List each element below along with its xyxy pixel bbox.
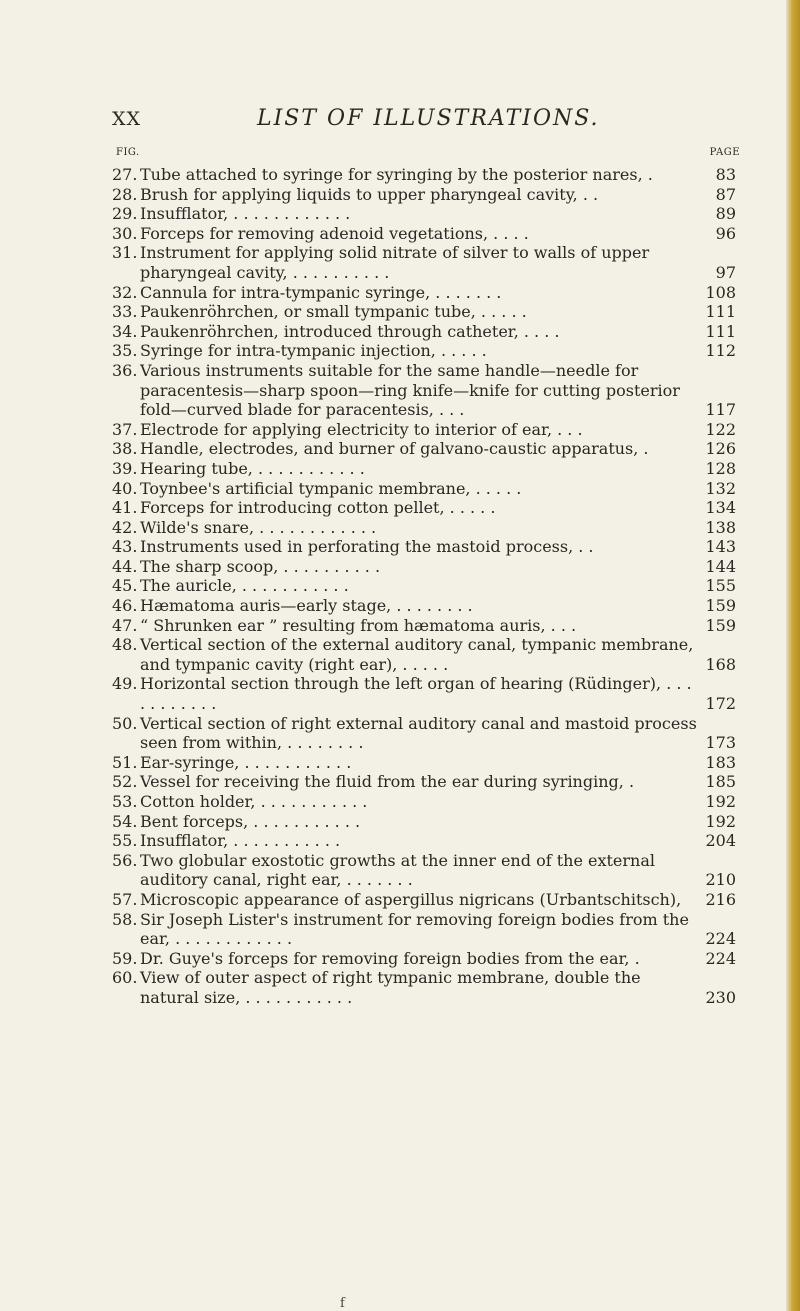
figure-number: 60. [112, 968, 138, 988]
figure-number: 47. [112, 615, 138, 635]
list-item [112, 968, 736, 1007]
page-reference: 204 [705, 831, 736, 851]
figure-caption: Handle, electrodes, and burner of galvano-caustic apparatus, . [140, 439, 649, 459]
figure-caption: Instrument for applying solid nitrate of silver to walls of upper pharyngeal cavity, . . . . . . . . . . [140, 243, 650, 282]
list-item [112, 753, 736, 773]
page-reference: 83 [715, 165, 736, 184]
page-reference: 128 [705, 458, 736, 478]
page-reference: 96 [715, 223, 736, 243]
illustration-list [112, 165, 736, 1008]
page-reference: 111 [705, 302, 736, 322]
list-item [112, 812, 736, 832]
figure-caption: Toynbee's artificial tympanic membrane, . . . . . [140, 478, 522, 498]
list-item [112, 714, 736, 753]
list-item [112, 674, 736, 713]
figure-number: 43. [112, 537, 138, 557]
list-item [112, 616, 736, 636]
figure-number: 34. [112, 321, 138, 341]
figure-number: 44. [112, 556, 138, 576]
page-reference: 168 [705, 654, 736, 674]
figure-caption: Horizontal section through the left organ of hearing (Rüdinger), . . . . . . . . . . . [140, 674, 692, 714]
figure-caption: Paukenröhrchen, introduced through catheter, . . . . [140, 321, 560, 341]
figure-caption: The sharp scoop, . . . . . . . . . . [140, 556, 381, 576]
list-item [112, 910, 736, 949]
figure-number: 40. [112, 478, 138, 498]
figure-number: 28. [112, 184, 138, 204]
figure-number: 35. [112, 341, 138, 361]
figure-caption: The auricle, . . . . . . . . . . . [140, 576, 349, 596]
figure-caption: Sir Joseph Lister's instrument for removing foreign bodies from the ear, . . . . . . . . . . . . [140, 909, 689, 949]
page-reference: 126 [705, 439, 736, 459]
figure-caption: Forceps for removing adenoid vegetations, . . . . [140, 223, 529, 243]
figure-number: 56. [112, 850, 138, 870]
list-item [112, 831, 736, 851]
fig-column-heading: FIG. [116, 147, 140, 158]
list-item [112, 224, 736, 244]
page-reference: 89 [715, 204, 736, 224]
figure-number: 48. [112, 635, 138, 655]
figure-caption: Wilde's snare, . . . . . . . . . . . . [140, 517, 377, 537]
list-item [112, 949, 736, 969]
page-reference: 117 [705, 400, 736, 420]
page-reference: 112 [705, 341, 736, 361]
list-item [112, 557, 736, 577]
figure-caption: Vertical section of right external auditory canal and mastoid process seen from within, . . . . . . . . [140, 713, 697, 753]
figure-caption: Instruments used in perforating the mastoid process, . . [140, 537, 594, 557]
page-reference: 210 [705, 870, 736, 890]
list-item [112, 537, 736, 557]
figure-number: 42. [112, 517, 138, 537]
page-reference: 224 [705, 929, 736, 949]
figure-caption: Various instruments suitable for the same handle—needle for paracentesis—sharp spoon—ring knife—knife for cutting posterior fold—curved blade for paracentesis, . . . [140, 360, 680, 420]
page-reference: 87 [715, 184, 736, 204]
figure-number: 54. [112, 811, 138, 831]
page-reference: 108 [705, 282, 736, 302]
figure-number: 59. [112, 948, 138, 968]
page-reference: 224 [705, 948, 736, 968]
figure-caption: Brush for applying liquids to upper pharyngeal cavity, . . [140, 184, 599, 204]
figure-number: 57. [112, 889, 138, 909]
page-number: XX [112, 108, 142, 130]
page-reference: 185 [705, 772, 736, 792]
page-edge [786, 0, 800, 1311]
page-reference: 183 [705, 752, 736, 772]
page-reference: 132 [705, 478, 736, 498]
figure-caption: Electrode for applying electricity to interior of ear, . . . [140, 419, 583, 439]
figure-number: 51. [112, 752, 138, 772]
figure-caption: View of outer aspect of right tympanic membrane, double the natural size, . . . . . . . . . . . [140, 968, 641, 1007]
figure-caption: Dr. Guye's forceps for removing foreign bodies from the ear, . [140, 948, 640, 968]
page-reference: 159 [705, 615, 736, 635]
page-reference: 192 [705, 792, 736, 811]
page-reference: 173 [705, 733, 736, 753]
list-item [112, 635, 736, 674]
list-item [112, 498, 736, 518]
figure-caption: Syringe for intra-tympanic injection, . . . . . [140, 341, 487, 361]
figure-number: 50. [112, 713, 138, 733]
running-title: LIST OF ILLUSTRATIONS. [257, 106, 600, 131]
list-item [112, 792, 736, 812]
figure-caption: Ear-syringe, . . . . . . . . . . . [140, 752, 352, 772]
list-item [112, 204, 736, 224]
list-item [112, 322, 736, 342]
figure-number: 49. [112, 674, 138, 694]
figure-number: 31. [112, 243, 138, 263]
page-reference: 192 [705, 811, 736, 831]
list-item [112, 185, 736, 205]
page-header [112, 108, 740, 132]
page-reference: 155 [705, 576, 736, 596]
list-item [112, 576, 736, 596]
figure-number: 36. [112, 360, 138, 380]
list-item [112, 361, 736, 420]
list-item [112, 890, 736, 910]
figure-number: 30. [112, 223, 138, 243]
page-reference: 172 [705, 694, 736, 714]
footer-mark: f [340, 1296, 345, 1311]
page-reference: 97 [715, 262, 736, 282]
figure-number: 27. [112, 165, 138, 184]
figure-number: 58. [112, 909, 138, 929]
figure-number: 55. [112, 831, 138, 851]
figure-caption: Insufflator, . . . . . . . . . . . [140, 831, 341, 851]
figure-caption: Cannula for intra-tympanic syringe, . . . . . . . [140, 282, 502, 302]
list-item [112, 243, 736, 282]
figure-number: 39. [112, 458, 138, 478]
figure-number: 32. [112, 282, 138, 302]
figure-caption: Microscopic appearance of aspergillus nigricans (Urbantschitsch), [140, 889, 682, 909]
page-reference: 143 [705, 537, 736, 557]
figure-caption: “ Shrunken ear ” resulting from hæmatoma auris, . . . [140, 615, 577, 635]
figure-caption: Forceps for introducing cotton pellet, . . . . . [140, 498, 496, 518]
list-item [112, 283, 736, 303]
page-reference: 230 [705, 987, 736, 1007]
figure-caption: Bent forceps, . . . . . . . . . . . [140, 811, 361, 831]
list-item [112, 341, 736, 361]
list-item [112, 596, 736, 616]
list-item [112, 851, 736, 890]
figure-number: 41. [112, 498, 138, 518]
figure-number: 33. [112, 302, 138, 322]
figure-number: 53. [112, 792, 138, 811]
list-item [112, 439, 736, 459]
figure-caption: Tube attached to syringe for syringing by the posterior nares, . [140, 165, 653, 184]
figure-caption: Vessel for receiving the fluid from the ear during syringing, . [140, 772, 635, 792]
figure-number: 46. [112, 596, 138, 616]
list-item [112, 772, 736, 792]
page-reference: 138 [705, 517, 736, 537]
page-reference: 159 [705, 596, 736, 616]
figure-number: 52. [112, 772, 138, 792]
page-reference: 144 [705, 556, 736, 576]
page-reference: 111 [705, 321, 736, 341]
list-item [112, 420, 736, 440]
figure-caption: Two globular exostotic growths at the inner end of the external auditory canal, right ear, . . . . . . . [140, 850, 655, 890]
figure-caption: Vertical section of the external auditory canal, tympanic membrane, and tympanic cavity (right ear), . . . . . [140, 635, 694, 674]
list-item [112, 165, 736, 185]
column-headings [116, 147, 740, 161]
figure-caption: Cotton holder, . . . . . . . . . . . [140, 792, 368, 811]
figure-number: 45. [112, 576, 138, 596]
list-item [112, 518, 736, 538]
figure-number: 37. [112, 419, 138, 439]
page-reference: 134 [705, 498, 736, 518]
figure-caption: Hæmatoma auris—early stage, . . . . . . . . [140, 596, 473, 616]
figure-number: 29. [112, 204, 138, 224]
figure-caption: Insufflator, . . . . . . . . . . . . [140, 204, 351, 224]
page-reference: 122 [705, 419, 736, 439]
page-reference: 216 [705, 889, 736, 909]
list-item [112, 479, 736, 499]
list-item [112, 302, 736, 322]
figure-number: 38. [112, 439, 138, 459]
figure-caption: Paukenröhrchen, or small tympanic tube, . . . . . [140, 302, 527, 322]
list-item [112, 459, 736, 479]
figure-caption: Hearing tube, . . . . . . . . . . . [140, 458, 365, 478]
page-column-heading: PAGE [709, 147, 740, 158]
